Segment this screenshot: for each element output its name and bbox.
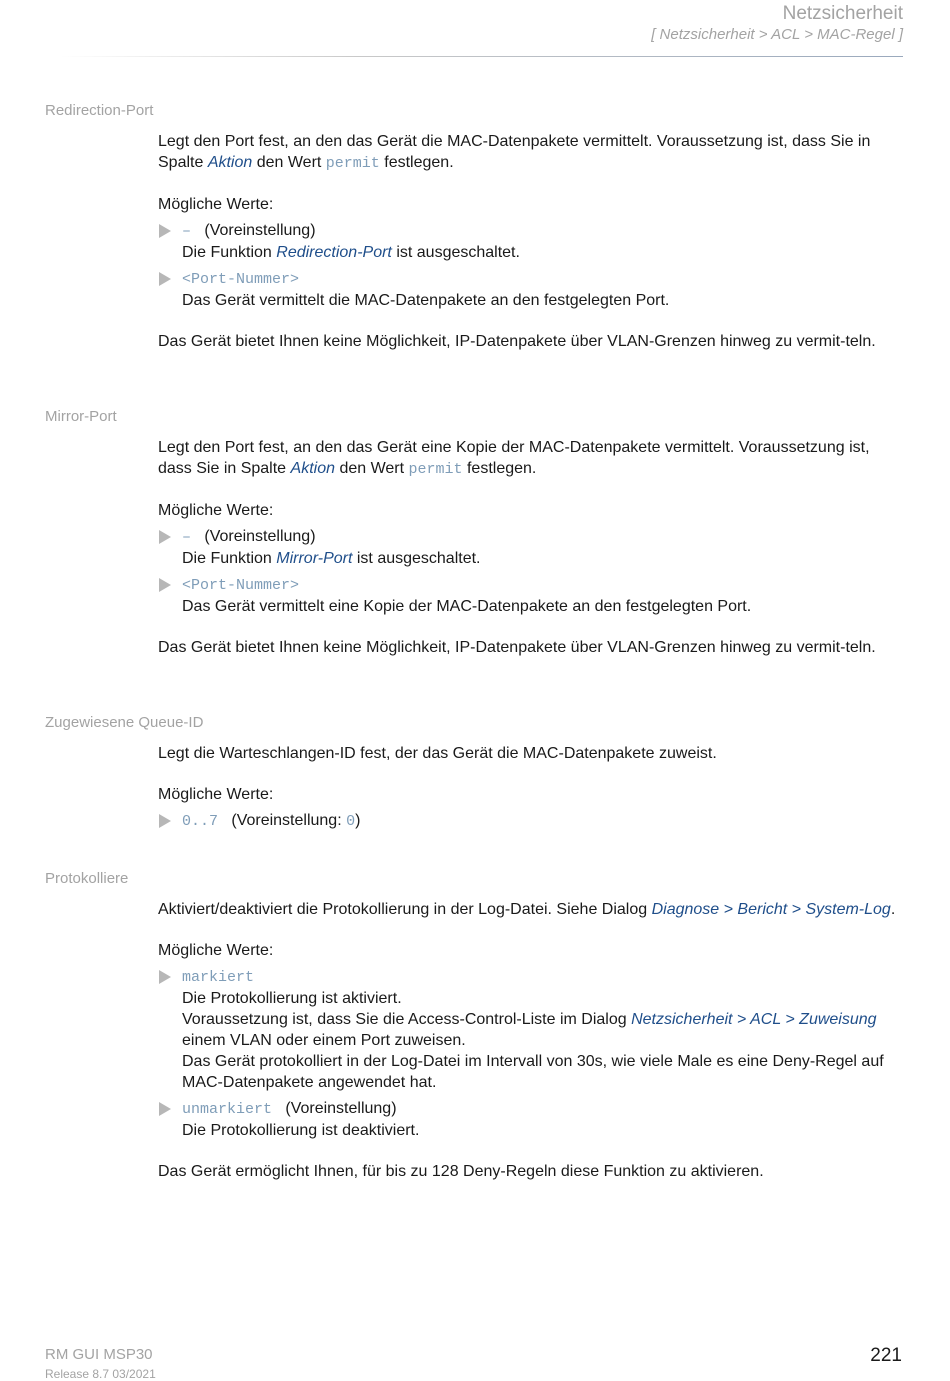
footer-document-name: RM GUI MSP30	[45, 1346, 153, 1363]
possible-values-heading: Mögliche Werte:	[158, 502, 274, 519]
possible-values-heading: Mögliche Werte:	[158, 942, 274, 959]
zuweisung-link[interactable]: Netzsicherheit > ACL > Zuweisung	[631, 1011, 877, 1028]
page-number: 221	[870, 1345, 902, 1366]
bullet-triangle-icon	[159, 224, 171, 238]
section-queue-id	[158, 743, 903, 832]
bullet-triangle-icon	[159, 272, 171, 286]
bullet-triangle-icon	[159, 814, 171, 828]
note: Das Gerät ermöglicht Ihnen, für bis zu 128 Deny-Regeln diese Funktion zu aktivieren.	[158, 1163, 764, 1180]
note: Das Gerät bietet Ihnen keine Möglichkeit, IP-Datenpakete über VLAN-Grenzen hinweg zu vermit-teln.	[158, 639, 876, 656]
header-divider	[60, 56, 903, 57]
section-label-mirror-port: Mirror-Port	[45, 408, 117, 425]
value-code: permit	[325, 155, 380, 172]
section-label-protokolliere: Protokolliere	[45, 870, 129, 887]
list-item: markiert Die Protokollierung ist aktiviert. Voraussetzung ist, dass Sie die Access-Control-Liste im Dialog Netzsicherheit > ACL > Zuweisung einem VLAN oder einem Port zuweisen. Das Gerät protokolliert in der Log-Datei im Intervall von 30s, wie viele Male es eine Deny-Regel auf MAC-Datenpakete angewendet hat.	[158, 966, 903, 1093]
system-log-link[interactable]: Diagnose > Bericht > System-Log	[651, 901, 891, 918]
footer-release: Release 8.7 03/2021	[45, 1367, 156, 1381]
list-item: <Port-Nummer> Das Gerät vermittelt eine Kopie der MAC-Datenpakete an den festgelegten Port.	[158, 574, 903, 617]
value-code: permit	[408, 461, 463, 478]
list-item: unmarkiert (Voreinstellung) Die Protokollierung ist deaktiviert.	[158, 1098, 903, 1141]
possible-values-heading: Mögliche Werte:	[158, 196, 274, 213]
possible-values-heading: Mögliche Werte:	[158, 786, 274, 803]
redirection-port-link[interactable]: Redirection-Port	[276, 244, 392, 261]
chapter-title: Netzsicherheit	[782, 3, 903, 24]
description: Legt den Port fest, an den das Gerät eine Kopie der MAC-Datenpakete vermittelt. Voraussetzung ist, dass Sie in Spalte Aktion den Wert permit festlegen.	[158, 439, 870, 478]
aktion-link[interactable]: Aktion	[290, 460, 335, 477]
description: Legt den Port fest, an den das Gerät die MAC-Datenpakete vermittelt. Voraussetzung ist, dass Sie in Spalte Aktion den Wert permit festlegen.	[158, 133, 871, 172]
note: Das Gerät bietet Ihnen keine Möglichkeit, IP-Datenpakete über VLAN-Grenzen hinweg zu vermit-teln.	[158, 333, 876, 350]
bullet-triangle-icon	[159, 1102, 171, 1116]
bullet-triangle-icon	[159, 970, 171, 984]
description: Legt die Warteschlangen-ID fest, der das Gerät die MAC-Datenpakete zuweist.	[158, 745, 717, 762]
section-label-queue-id: Zugewiesene Queue-ID	[45, 714, 204, 731]
list-item: 0..7 (Voreinstellung: 0)	[158, 810, 903, 832]
list-item: – (Voreinstellung) Die Funktion Mirror-Port ist ausgeschaltet.	[158, 526, 903, 569]
bullet-triangle-icon	[159, 530, 171, 544]
breadcrumb: [ Netzsicherheit > ACL > MAC-Regel ]	[651, 26, 903, 43]
section-protokolliere	[158, 899, 903, 1182]
description: Aktiviert/deaktiviert die Protokollierung in der Log-Datei. Siehe Dialog Diagnose > Bericht > System-Log.	[158, 901, 896, 918]
section-redirection-port	[158, 131, 903, 352]
list-item: <Port-Nummer> Das Gerät vermittelt die MAC-Datenpakete an den festgelegten Port.	[158, 268, 903, 311]
aktion-link[interactable]: Aktion	[207, 154, 253, 171]
section-mirror-port	[158, 437, 903, 658]
bullet-triangle-icon	[159, 578, 171, 592]
mirror-port-link[interactable]: Mirror-Port	[276, 550, 353, 567]
list-item: – (Voreinstellung) Die Funktion Redirection-Port ist ausgeschaltet.	[158, 220, 903, 263]
section-label-redirection-port: Redirection-Port	[45, 102, 154, 119]
